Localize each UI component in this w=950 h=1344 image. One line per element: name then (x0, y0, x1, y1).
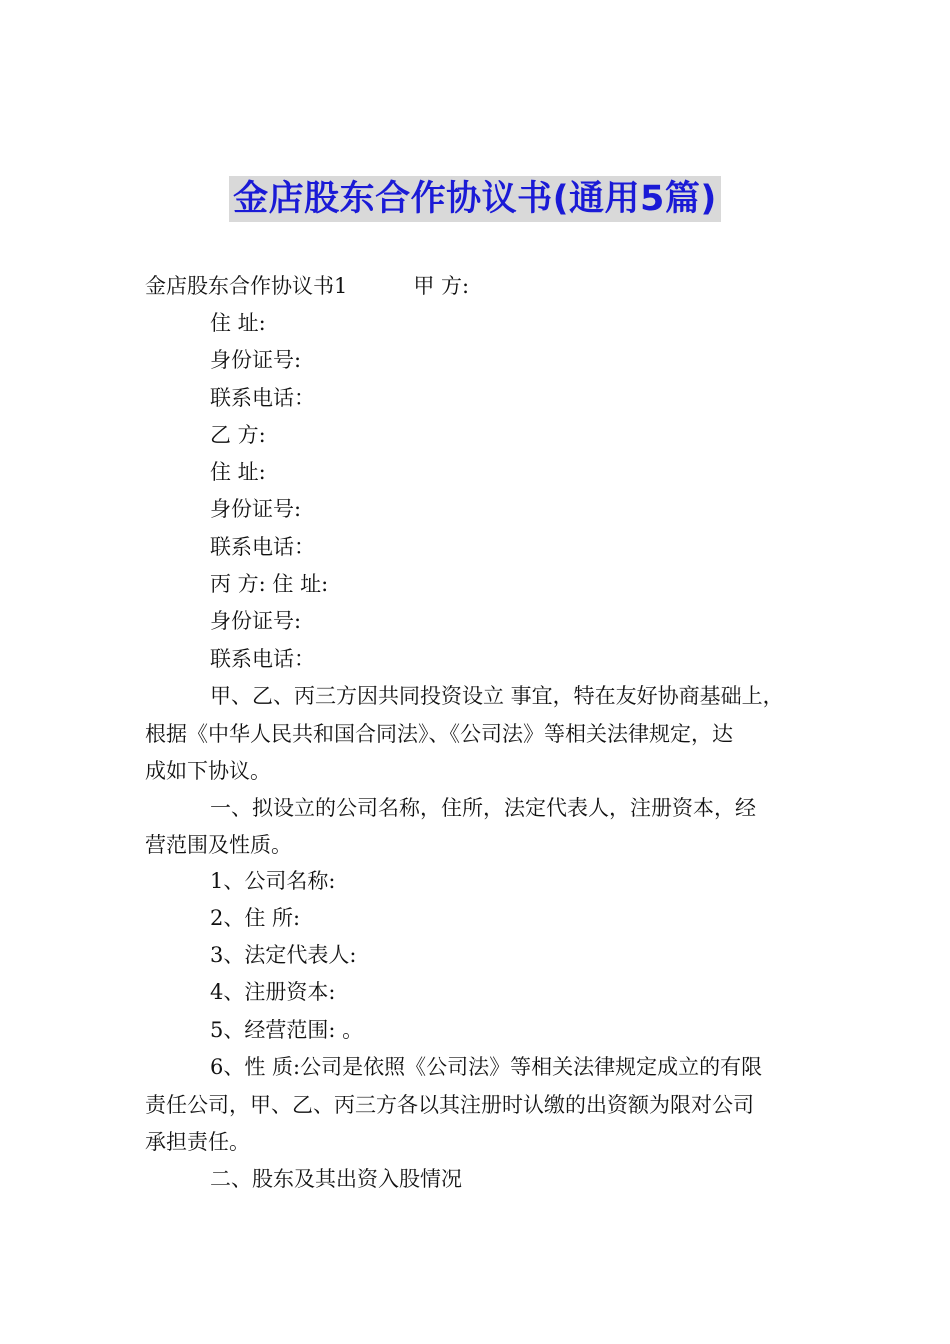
document-title: 金店股东合作协议书(通用5篇) (229, 176, 721, 222)
item-address: 2、住 所: (210, 906, 301, 930)
phone-b: 联系电话： (210, 535, 315, 559)
id-number-c: 身份证号: (210, 609, 302, 633)
item-scope: 5、经营范围: 。 (210, 1018, 364, 1042)
party-c-address: 丙 方: 住 址: (210, 572, 329, 596)
item-capital: 4、注册资本: (210, 980, 336, 1004)
address-b: 住 址: (210, 460, 266, 484)
item-nature-line: 承担责任。 (145, 1130, 250, 1154)
first-line (145, 272, 469, 300)
address-a: 住 址: (210, 311, 266, 335)
section-one-line: 一、拟设立的公司名称，住所，法定代表人，注册资本，经 (210, 796, 756, 820)
section-one-line: 营范围及性质。 (145, 833, 292, 857)
title-container (0, 176, 950, 222)
phone-a: 联系电话： (210, 386, 315, 410)
item-nature-line: 6、性 质:公司是依照《公司法》等相关法律规定成立的有限 (210, 1055, 763, 1079)
intro-paragraph-line: 甲、乙、丙三方因共同投资设立 事宜，特在友好协商基础上， (210, 684, 784, 708)
intro-paragraph-line: 成如下协议。 (145, 759, 271, 783)
item-company-name: 1、公司名称: (210, 869, 336, 893)
id-number-b: 身份证号: (210, 497, 302, 521)
party-a-label: 甲 方: (413, 274, 470, 298)
intro-paragraph-line: 根据《中华人民共和国合同法》、《公司法》等相关法律规定，达 (145, 722, 733, 746)
phone-c: 联系电话： (210, 647, 315, 671)
item-nature-line: 责任公司，甲、乙、丙三方各以其注册时认缴的出资额为限对公司 (145, 1093, 754, 1117)
id-number-a: 身份证号: (210, 348, 302, 372)
section-heading: 金店股东合作协议书1 (145, 274, 348, 298)
item-legal-rep: 3、法定代表人: (210, 943, 357, 967)
party-b-label: 乙 方: (210, 423, 266, 447)
section-two-heading: 二、股东及其出资入股情况 (210, 1167, 462, 1191)
